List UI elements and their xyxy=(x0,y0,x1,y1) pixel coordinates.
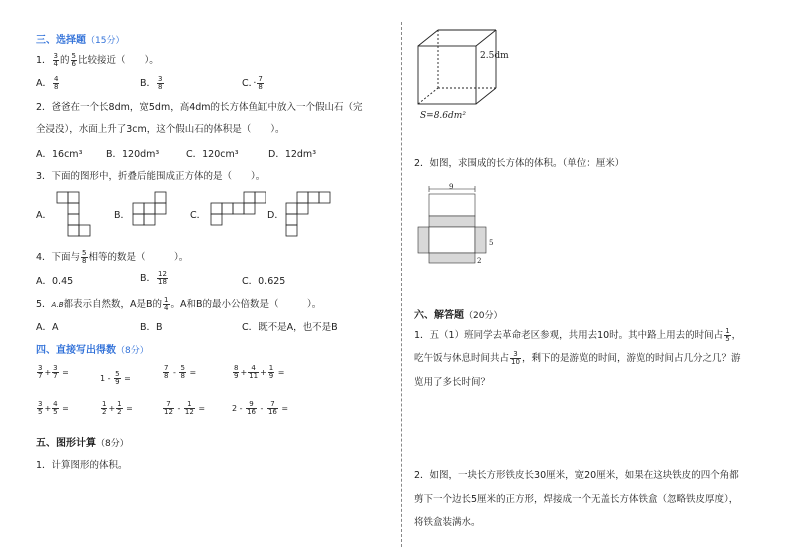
question-3: 3．下面的图形中，折叠后能围成正方体的是（ ）。 xyxy=(36,171,266,182)
height-label: 5 xyxy=(489,239,494,247)
q5-option-a[interactable]: A．A xyxy=(36,322,59,333)
q6-1-line1: 1．五（1）班同学去革命老区参观，共用去10时。其中路上用去的时间占 $\frac{1}{5}$ ， xyxy=(414,327,742,343)
section-6-heading: 六、解答题（20分） xyxy=(414,310,503,321)
q6-2-line1: 2．如图，一块长方形铁皮长30厘米，宽20厘米，如果在这块铁皮的四个角都 xyxy=(414,470,739,481)
q2-option-d[interactable]: D．12dm³ xyxy=(268,149,316,160)
q5-option-b[interactable]: B．B xyxy=(140,322,163,333)
calc-4: $\frac{8}{9}$ + $\frac{4}{11}$ + $\frac{1}{9}$ = xyxy=(234,364,285,380)
net-a-figure xyxy=(54,189,94,239)
net-c-figure xyxy=(208,189,266,229)
box-area-label: S=8.6dm² xyxy=(420,111,466,121)
calc-6: $\frac{1}{2}$ + $\frac{1}{2}$ = xyxy=(102,400,133,416)
section-5-heading: 五、图形计算（8分） xyxy=(36,438,129,449)
box-height-label: 2.5dm xyxy=(480,51,509,61)
q3-option-a-label[interactable]: A． xyxy=(36,210,52,221)
calc-2: 1 - $\frac{5}{9}$ = xyxy=(100,370,131,386)
q3-option-b-label[interactable]: B． xyxy=(114,210,131,221)
question-2-line1: 2．爸爸在一个长8dm，宽5dm，高4dm的长方体鱼缸中放入一个假山石（完 xyxy=(36,102,363,113)
calc-8: 2 - $\frac{9}{16}$ - $\frac{7}{16}$ = xyxy=(232,400,289,416)
q4-option-c[interactable]: C．0.625 xyxy=(242,276,286,287)
section-3-heading: 三、选择题（15分） xyxy=(36,35,125,46)
q6-2-line3: 将铁盒装满水。 xyxy=(414,517,481,528)
q4-option-b[interactable]: B． $\frac{12}{18}$ xyxy=(140,270,167,286)
q2-option-a[interactable]: A．16cm³ xyxy=(36,149,83,160)
calc-3: $\frac{7}{8}$ - $\frac{5}{8}$ = xyxy=(164,364,197,380)
column-divider xyxy=(401,22,402,547)
question-2-line2: 全浸没），水面上升了3cm，这个假山石的体积是（ ）。 xyxy=(36,124,285,135)
q1-option-c[interactable]: C．· $\frac{7}{8}$ xyxy=(242,75,263,91)
calc-7: $\frac{7}{12}$ - $\frac{1}{12}$ = xyxy=(164,400,206,416)
net-b-figure xyxy=(130,189,178,229)
width-label: 9 xyxy=(449,183,454,191)
q6-1-line3: 览用了多长时间？ xyxy=(414,377,491,388)
box-figure xyxy=(414,24,524,124)
net-d-figure xyxy=(283,189,333,241)
q5-option-c[interactable]: C．既不是A，也不是B xyxy=(242,322,338,333)
calc-5: $\frac{3}{5}$ + $\frac{4}{5}$ = xyxy=(38,400,69,416)
q6-2-line2: 剪下一个边长5厘米的正方形，焊接成一个无盖长方体铁盒（忽略铁皮厚度）， xyxy=(414,494,739,505)
q1-option-b[interactable]: B． $\frac{3}{8}$ xyxy=(140,75,163,91)
q1-option-a[interactable]: A． $\frac{4}{8}$ xyxy=(36,75,59,91)
section-5-question-1: 1．计算图形的体积。 xyxy=(36,460,128,471)
question-1: 1． $\frac{3}{4}$ 的 $\frac{5}{6}$ 比较接近（ ）。 xyxy=(36,52,159,68)
q3-option-c-label[interactable]: C． xyxy=(190,210,207,221)
section-4-heading: 四、直接写出得数（8分） xyxy=(36,345,149,356)
unfolded-box-figure xyxy=(414,183,504,268)
q3-option-d-label[interactable]: D． xyxy=(267,210,284,221)
q2-option-c[interactable]: C．120cm³ xyxy=(186,149,239,160)
question-4: 4．下面与 $\frac{5}{8}$ 相等的数是（ ）。 xyxy=(36,249,189,265)
q6-1-line2: 吃午饭与休息时间共占 $\frac{3}{10}$ ，剩下的是游览的时间，游览的时间占几分之几？游 xyxy=(414,350,741,366)
q2-option-b[interactable]: B．120dm³ xyxy=(106,149,160,160)
calc-1: $\frac{3}{7}$ + $\frac{3}{7}$ = xyxy=(38,364,69,380)
q4-option-a[interactable]: A．0.45 xyxy=(36,276,74,287)
depth-label: 2 xyxy=(477,257,482,265)
section-5-question-2: 2．如图，求围成的长方体的体积。（单位：厘米） xyxy=(414,158,625,169)
question-5: 5．A.B都表示自然数，A是B的 $\frac{1}{4}$ 。A和B的最小公倍数是（ ）。 xyxy=(36,296,322,312)
